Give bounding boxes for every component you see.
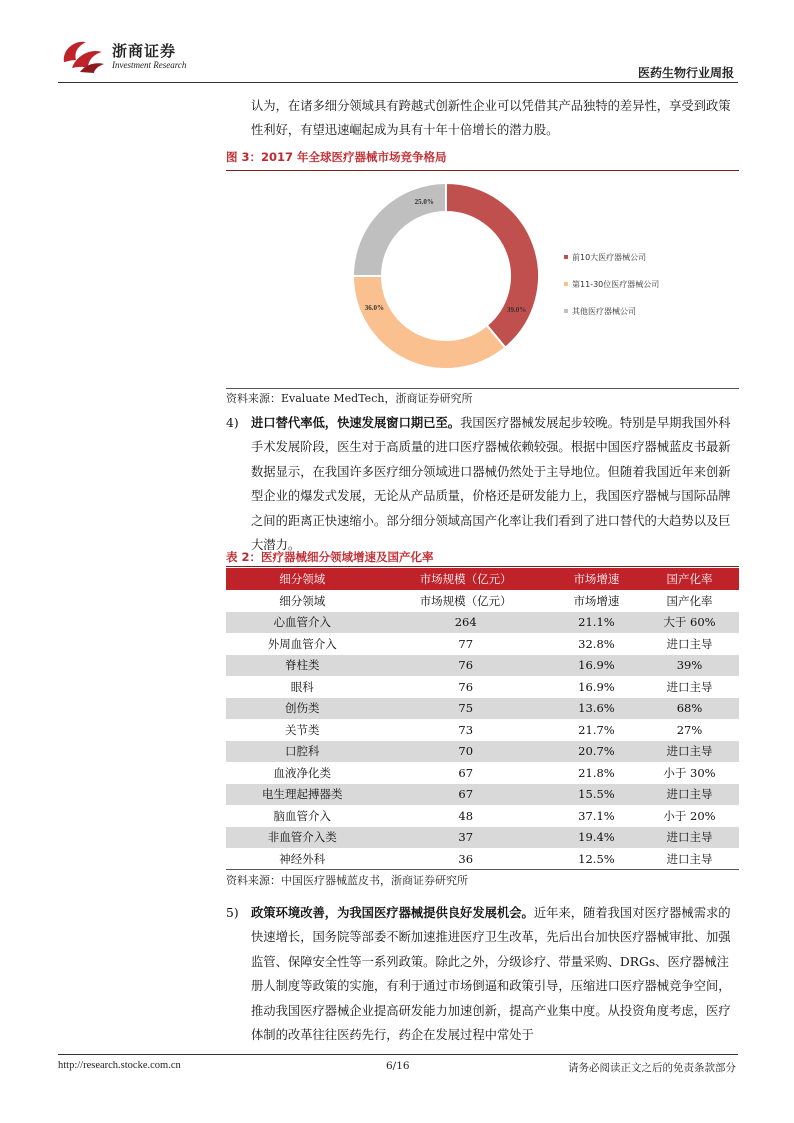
table-cell: 神经外科 [226, 848, 379, 870]
disclaimer-notice: 请务必阅读正文之后的免责条款部分 [568, 1062, 736, 1074]
table-cell: 75 [379, 698, 553, 720]
table-cell: 血液净化类 [226, 762, 379, 784]
table-cell: 19.4% [553, 827, 640, 849]
table-row [226, 741, 739, 763]
figure-bottom-rule [226, 388, 739, 389]
table-cell: 16.9% [553, 655, 640, 677]
legend-entry: 第11-30位医疗器械公司 [572, 280, 660, 289]
table-cell: 进口主导 [640, 676, 739, 698]
table-row [226, 590, 739, 612]
donut-slice-0 [446, 183, 539, 348]
table-cell: 36 [379, 848, 553, 870]
table-cell: 16.9% [553, 676, 640, 698]
table-cell: 37.1% [553, 805, 640, 827]
table-cell: 37 [379, 827, 553, 849]
footer-divider [58, 1054, 738, 1055]
table-cell: 21.1% [553, 612, 640, 634]
table-cell: 70 [379, 741, 553, 763]
table-row [226, 719, 739, 741]
table-row [226, 655, 739, 677]
table-cell: 进口主导 [640, 848, 739, 870]
table-cell: 进口主导 [640, 827, 739, 849]
table-row [226, 762, 739, 784]
paragraph-body: 近年来，随着我国对医疗器械需求的快速增长，国务院等部委不断加速推进医疗卫生改革，先后出台加快医疗器械审批、加强监管、保障安全性等一系列政策。除此之外，分级诊疗、带量采购、DRGs、医疗器械注册人制度等政策的实施，有利于通过市场倒逼和政策引导，压缩进口医疗器械竞争空间，推动我国医疗器械企业提高研发能力加速创新，提高产业集中度。从投资角度考虑，医疗体制的改革往往医药先行，药企在发展过程中常处于 [251, 906, 731, 1043]
header-divider [58, 82, 738, 83]
table-cell: 创伤类 [226, 698, 379, 720]
table-cell: 21.8% [553, 762, 640, 784]
donut-chart [226, 172, 739, 387]
table-cell: 48 [379, 805, 553, 827]
table-caption: 表 2：医疗器械细分领域增速及国产化率 [226, 550, 434, 564]
brand-english-name: Investment Research [112, 60, 187, 70]
table-cell: 细分领域 [226, 590, 379, 612]
table-cell: 电生理起搏器类 [226, 784, 379, 806]
table-cell: 脑血管介入 [226, 805, 379, 827]
table-header-cell: 细分领域 [226, 568, 379, 590]
table-cell: 眼科 [226, 676, 379, 698]
table-cell: 76 [379, 655, 553, 677]
table-cell: 67 [379, 762, 553, 784]
legend-swatch [564, 255, 568, 259]
table-cell: 市场增速 [553, 590, 640, 612]
table-cell: 进口主导 [640, 633, 739, 655]
table-cell: 脊柱类 [226, 655, 379, 677]
table-cell: 264 [379, 612, 553, 634]
table-bottom-rule [226, 869, 739, 870]
table-cell: 市场规模（亿元） [379, 590, 553, 612]
table-cell: 73 [379, 719, 553, 741]
table-row [226, 827, 739, 849]
table-row [226, 848, 739, 870]
legend-swatch [564, 309, 568, 313]
table-row [226, 805, 739, 827]
paragraph-lead: 进口替代率低，快速发展窗口期已至。 [251, 415, 461, 430]
table-top-rule [226, 566, 739, 567]
figure-top-rule [226, 170, 739, 171]
table-row [226, 698, 739, 720]
table-row [226, 676, 739, 698]
paragraph-import-substitution [251, 411, 739, 557]
table-cell: 76 [379, 676, 553, 698]
footer-url: http://research.stocke.com.cn [58, 1060, 181, 1071]
donut-slice-2 [353, 183, 446, 276]
list-number-5: 5) [226, 906, 239, 920]
table-cell: 小于 20% [640, 805, 739, 827]
paragraph-policy [251, 901, 739, 1047]
table-cell: 67 [379, 784, 553, 806]
table-row [226, 784, 739, 806]
table-cell: 关节类 [226, 719, 379, 741]
table-header-cell: 市场规模（亿元） [379, 568, 553, 590]
table-cell: 口腔科 [226, 741, 379, 763]
table-cell: 32.8% [553, 633, 640, 655]
page-number: 6/16 [386, 1060, 410, 1072]
brand-name: 浙商证券 [112, 42, 177, 60]
table-cell: 21.7% [553, 719, 640, 741]
report-title: 医药生物行业周报 [637, 66, 734, 80]
table-cell: 非血管介入类 [226, 827, 379, 849]
legend-swatch [564, 282, 568, 286]
table-header-cell: 国产化率 [640, 568, 739, 590]
paragraph-body: 我国医疗器械发展起步较晚。特别是早期我国外科手术发展阶段，医生对于高质量的进口医疗器械依赖较强。根据中国医疗器械蓝皮书最新数据显示，在我国许多医疗细分领域进口器械仍然处于主导地位。但随着我国近年来创新型企业的爆发式发展，无论从产品质量，价格还是研发能力上，我国医疗器械与国际品牌之间的距离正快速缩小。部分细分领域高国产化率让我们看到了进口替代的大趋势以及巨大潜力。 [251, 416, 731, 553]
table-header-cell: 市场增速 [553, 568, 640, 590]
legend-entry: 前10大医疗器械公司 [572, 253, 647, 262]
table-source: 资料来源：中国医疗器械蓝皮书，浙商证券研究所 [226, 874, 468, 887]
table-cell: 27% [640, 719, 739, 741]
intro-paragraph: 认为，在诸多细分领域具有跨越式创新性企业可以凭借其产品独特的差异性，享受到政策性利好，有望迅速崛起成为具有十年十倍增长的潜力股。 [251, 99, 731, 138]
table-cell: 20.7% [553, 741, 640, 763]
slice-data-label: 25.0% [414, 198, 434, 207]
slice-data-label: 39.0% [506, 306, 527, 315]
table-cell: 国产化率 [640, 590, 739, 612]
paragraph-lead: 政策环境改善，为我国医疗器械提供良好发展机会。 [251, 905, 534, 920]
table-cell: 心血管介入 [226, 612, 379, 634]
list-number-4: 4) [226, 416, 239, 430]
figure-caption: 图 3：2017 年全球医疗器械市场竞争格局 [226, 150, 447, 164]
table-header-row [226, 568, 739, 590]
figure-source: 资料来源：Evaluate MedTech，浙商证券研究所 [226, 392, 473, 405]
slice-data-label: 36.0% [364, 303, 385, 312]
table-row [226, 612, 739, 634]
table-cell: 68% [640, 698, 739, 720]
table-cell: 15.5% [553, 784, 640, 806]
company-logo-icon [60, 38, 106, 74]
table-cell: 进口主导 [640, 741, 739, 763]
table-row [226, 633, 739, 655]
table-cell: 小于 30% [640, 762, 739, 784]
table-cell: 39% [640, 655, 739, 677]
table-cell: 13.6% [553, 698, 640, 720]
table-cell: 进口主导 [640, 784, 739, 806]
table-cell: 12.5% [553, 848, 640, 870]
table-cell: 大于 60% [640, 612, 739, 634]
market-table [226, 568, 739, 870]
table-cell: 77 [379, 633, 553, 655]
legend-entry: 其他医疗器械公司 [572, 307, 636, 316]
donut-slice-1 [353, 276, 505, 369]
table-cell: 外周血管介入 [226, 633, 379, 655]
